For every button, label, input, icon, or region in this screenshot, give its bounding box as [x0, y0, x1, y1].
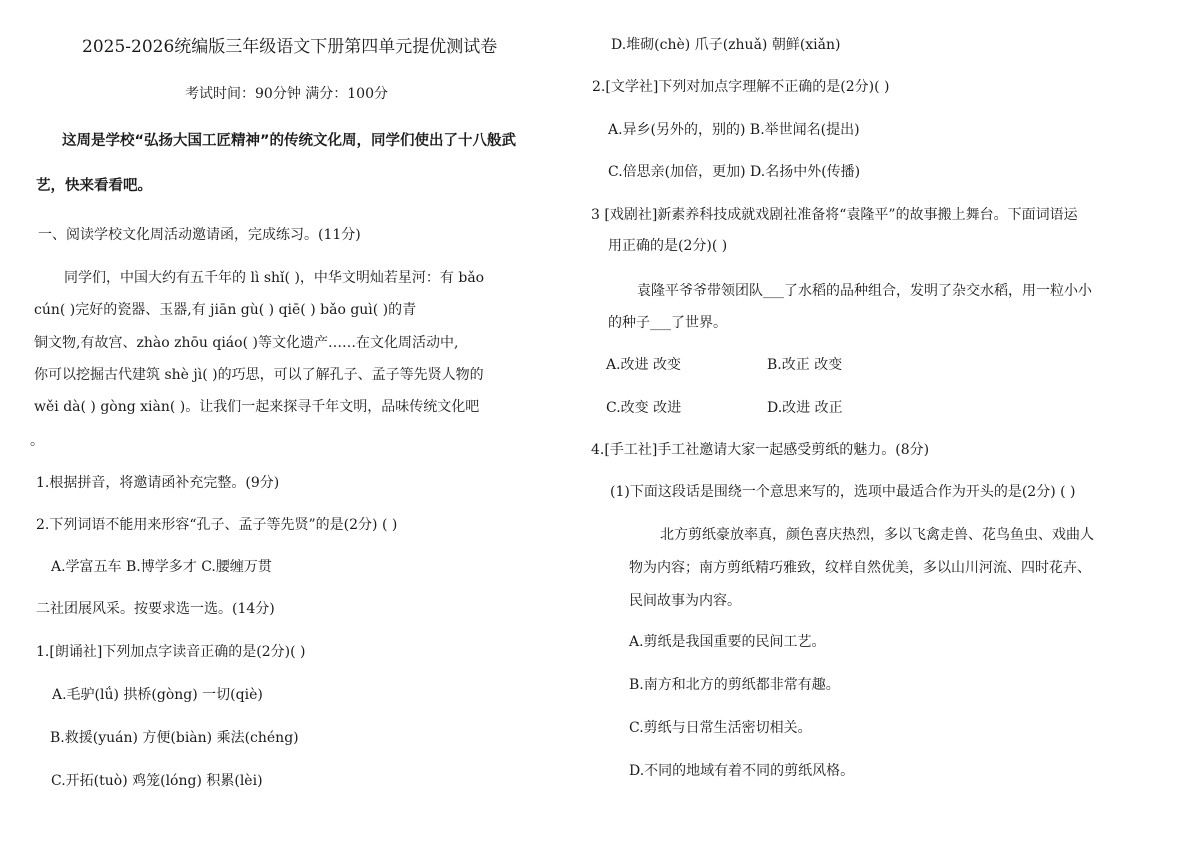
question-2-options: A.学富五车 B.博学多才 C.腰缠万贯 [51, 559, 272, 575]
s2-q4-option: A.剪纸是我国重要的民间工艺。 [629, 634, 826, 650]
exam-info: 考试时间：90分钟 满分：100分 [185, 86, 388, 102]
s2-q1-option: C.开拓(tuò) 鸡笼(lóng) 积累(lèi) [51, 773, 263, 789]
passage-line: 你可以挖掘古代建筑 shè jì( )的巧思，可以了解孔子、孟子等先贤人物的 [34, 367, 484, 383]
s2-q4-option: C.剪纸与日常生活密切相关。 [629, 720, 812, 736]
s2-q4-subquestion-1: (1)下面这段话是围绕一个意思来写的，选项中最适合作为开头的是(2分) ( ) [610, 484, 1076, 500]
s2-question-2: 2.[文学社]下列对加点字理解不正确的是(2分)( ) [592, 79, 890, 95]
page-title: 2025-2026统编版三年级语文下册第四单元提优测试卷 [82, 37, 498, 57]
s2-q3-option: B.改正 改变 [767, 357, 843, 373]
passage-line: wěi dà( ) gòng xiàn( )。让我们一起来探寻千年文明，品味传统文化吧 [34, 399, 480, 415]
s2-q4-passage-line: 北方剪纸豪放率真，颜色喜庆热烈，多以飞禽走兽、花鸟鱼虫、戏曲人 [660, 527, 1094, 543]
section-1-heading: 一、阅读学校文化周活动邀请函，完成练习。(11分) [38, 227, 361, 243]
s2-q4-passage-line: 民间故事为内容。 [629, 593, 741, 609]
passage-line: 铜文物,有故宫、zhào zhōu qiáo( )等文化遗产……在文化周活动中, [34, 335, 459, 351]
s2-question-1: 1.[朗诵社]下列加点字读音正确的是(2分)( ) [36, 644, 306, 660]
s2-q3-option: A.改进 改变 [606, 357, 682, 373]
s2-question-3-line-2: 用正确的是(2分)( ) [608, 238, 728, 254]
s2-q1-option: B.救援(yuán) 方便(biàn) 乘法(chéng) [50, 730, 299, 746]
intro-line-1: 这周是学校“弘扬大国工匠精神”的传统文化周，同学们使出了十八般武 [62, 133, 517, 149]
s2-q1-option: A.毛驴(lǘ) 拱桥(gòng) 一切(qiè) [52, 687, 263, 703]
passage-line: 。 [30, 433, 44, 449]
section-2-heading: 二社团展风采。按要求选一选。(14分) [36, 601, 275, 617]
s2-question-4: 4.[手工社]手工社邀请大家一起感受剪纸的魅力。(8分) [591, 442, 930, 458]
s2-q1-option-d: D.堆砌(chè) 爪子(zhuǎ) 朝鲜(xiǎn) [611, 37, 841, 53]
passage-line: cún( )完好的瓷器、玉器,有 jiān gù( ) qiē( ) bǎo guì( )的青 [34, 302, 417, 318]
s2-q3-sentence: 的种子___了世界。 [608, 315, 727, 331]
s2-q3-option: C.改变 改进 [606, 400, 682, 416]
passage-line: 同学们，中国大约有五千年的 lì shǐ( )，中华文明灿若星河：有 bǎo [64, 270, 485, 286]
s2-q3-option: D.改进 改正 [767, 400, 843, 416]
s2-q4-option: B.南方和北方的剪纸都非常有趣。 [629, 677, 840, 693]
intro-line-2: 艺，快来看看吧。 [36, 178, 152, 194]
s2-q2-option: C.倍思亲(加倍，更加) D.名扬中外(传播) [608, 164, 861, 180]
s2-q3-sentence: 袁隆平爷爷带领团队___了水稻的品种组合，发明了杂交水稻，用一粒小小 [637, 283, 1092, 299]
s2-q4-option: D.不同的地域有着不同的剪纸风格。 [629, 763, 855, 779]
question-2: 2.下列词语不能用来形容“孔子、孟子等先贤”的是(2分) ( ) [36, 517, 398, 533]
s2-q4-passage-line: 物为内容；南方剪纸精巧雅致，纹样自然优美，多以山川河流、四时花卉、 [629, 560, 1091, 576]
s2-q2-option: A.异乡(另外的，别的) B.举世闻名(提出) [608, 122, 860, 138]
question-1: 1.根据拼音，将邀请函补充完整。(9分) [36, 475, 280, 491]
s2-question-3-line-1: 3 [戏剧社]新素养科技成就戏剧社准备将“袁隆平”的故事搬上舞台。下面词语运 [591, 207, 1078, 223]
